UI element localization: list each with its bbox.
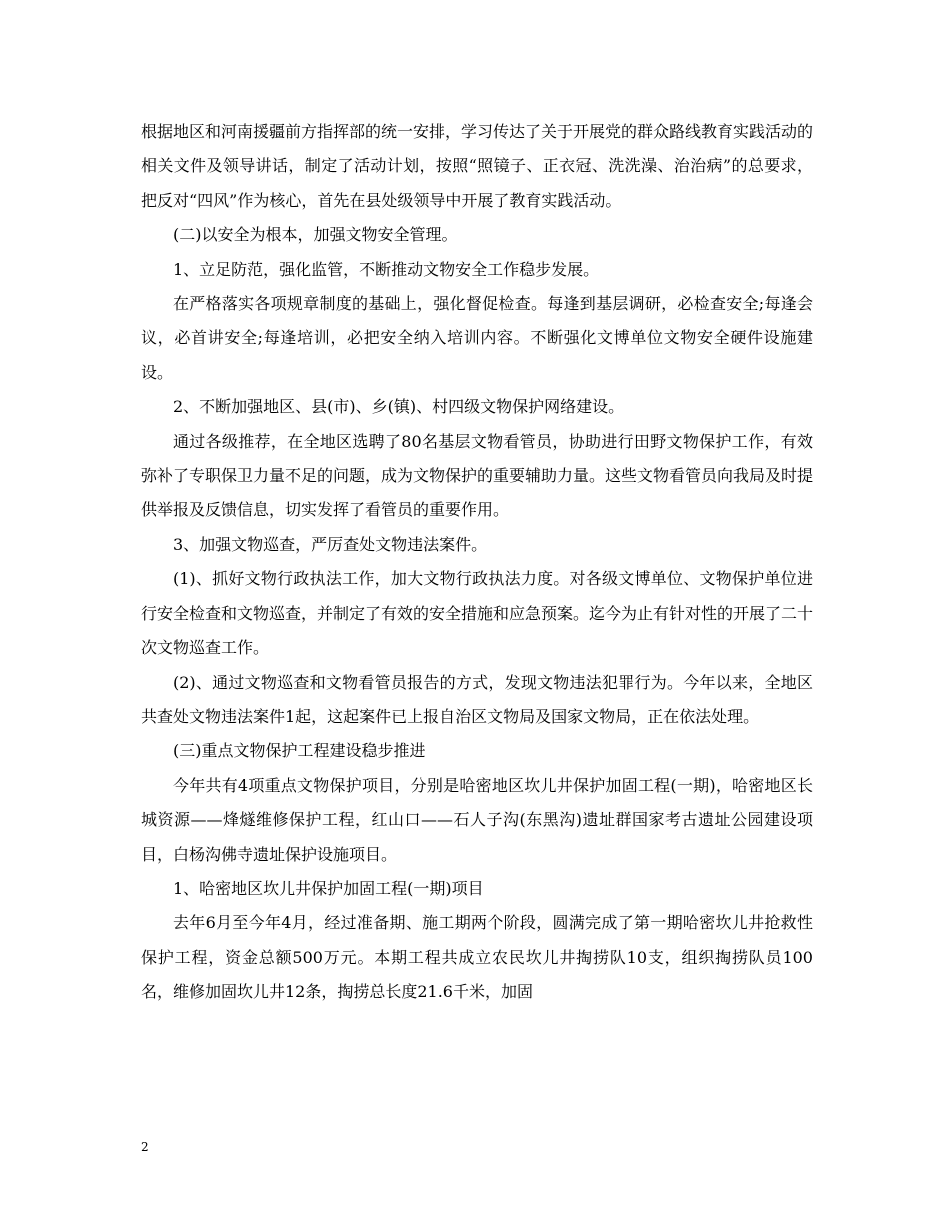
page-body: [141, 115, 813, 1010]
subheading-3: 3、加强文物巡查，严厉查处文物违法案件。: [173, 534, 488, 554]
page-number: 2: [141, 1140, 149, 1154]
paragraph-key-projects: 今年共有4项重点文物保护项目，分别是哈密地区坎儿井保护加固工程(一期)，哈密地区长城资源——烽燧维修保护工程，红山口——石人子沟(东黑沟)遗址群国家考古遗址公园建设项目，白杨沟佛寺遗址保护设施项目。: [141, 775, 813, 864]
paragraph-safety-checks: 在严格落实各项规章制度的基础上，强化督促检查。每逢到基层调研，必检查安全;每逢会议，必首讲安全;每逢培训，必把安全纳入培训内容。不断强化文博单位文物安全硬件设施建设。: [141, 294, 813, 382]
paragraph-karez-details: 去年6月至今年4月，经过准备期、施工期两个阶段，圆满完成了第一期哈密坎儿井抢救性保护工程，资金总额500万元。本期工程共成立农民坎儿井掏捞队10支，组织掏捞队员100名，维修加固坎儿井12条，掏捞总长度21.6千米，加固: [141, 913, 813, 1002]
section-heading-2: (二)以安全为根本，加强文物安全管理。: [173, 225, 458, 245]
paragraph-caretakers: 通过各级推荐，在全地区选聘了80名基层文物看管员，协助进行田野文物保护工作，有效弥补了专职保卫力量不足的问题，成为文物保护的重要辅助力量。这些文物看管员向我局及时提供举报及反馈信息，切实发挥了看管员的重要作用。: [141, 431, 814, 520]
paragraph-intro-continuation: 根据地区和河南援疆前方指挥部的统一安排，学习传达了关于开展党的群众路线教育实践活动的相关文件及领导讲话，制定了活动计划，按照“照镜子、正衣冠、洗洗澡、治治病”的总要求，把反对“四风”作为核心，首先在县处级领导中开展了教育实践活动。: [141, 122, 814, 210]
subheading-karez-project: 1、哈密地区坎儿井保护加固工程(一期)项目: [173, 878, 484, 898]
section-heading-3: (三)重点文物保护工程建设稳步推进: [173, 741, 426, 761]
paragraph-law-enforcement-1: (1)、抓好文物行政执法工作，加大文物行政执法力度。对各级文博单位、文物保护单位进行安全检查和文物巡查，并制定了有效的安全措施和应急预案。迄今为止有针对性的开展了二十次文物巡查工作。: [141, 569, 814, 658]
subheading-2: 2、不断加强地区、县(市)、乡(镇)、村四级文物保护网络建设。: [173, 397, 625, 417]
paragraph-law-enforcement-2: (2)、通过文物巡查和文物看管员报告的方式，发现文物违法犯罪行为。今年以来，全地区共查处文物违法案件1起，这起案件已上报自治区文物局及国家文物局，正在依法处理。: [141, 672, 813, 726]
subheading-1: 1、立足防范，强化监管，不断推动文物安全工作稳步发展。: [173, 259, 600, 279]
